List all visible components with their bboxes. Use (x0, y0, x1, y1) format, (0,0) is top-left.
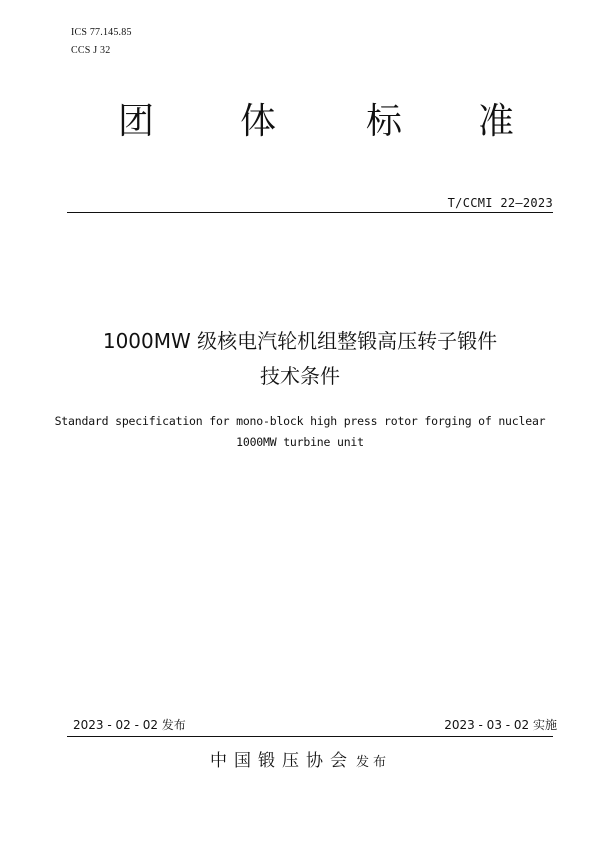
publisher (0, 750, 600, 774)
ccs-code: CCS J 32 (71, 45, 111, 56)
document-type-char: 体 (240, 101, 277, 142)
publish-date: 2023 - 02 - 02 发布 (73, 718, 186, 732)
standard-number: T/CCMI 22—2023 (447, 196, 553, 210)
ics-code: ICS 77.145.85 (71, 27, 132, 38)
bottom-divider (67, 736, 553, 737)
implementation-date: 2023 - 03 - 02 实施 (444, 718, 557, 732)
publisher-label: 发布 (355, 755, 390, 770)
chinese-title-line-1: 1000MW 级核电汽轮机组整锻高压转子锻件 (102, 329, 498, 353)
chinese-title-line-2: 技术条件 (260, 364, 340, 388)
english-title-line-1: Standard specification for mono-block high press rotor forging of nuclear (54, 414, 546, 428)
top-divider (67, 212, 553, 213)
document-type-char: 标 (366, 101, 403, 142)
document-type-char: 团 (118, 101, 155, 142)
document-type-title (0, 100, 600, 150)
english-title-line-2: 1000MW turbine unit (236, 435, 364, 449)
document-type-char: 准 (478, 101, 515, 142)
publisher-organization: 中国锻压协会 (209, 751, 354, 771)
